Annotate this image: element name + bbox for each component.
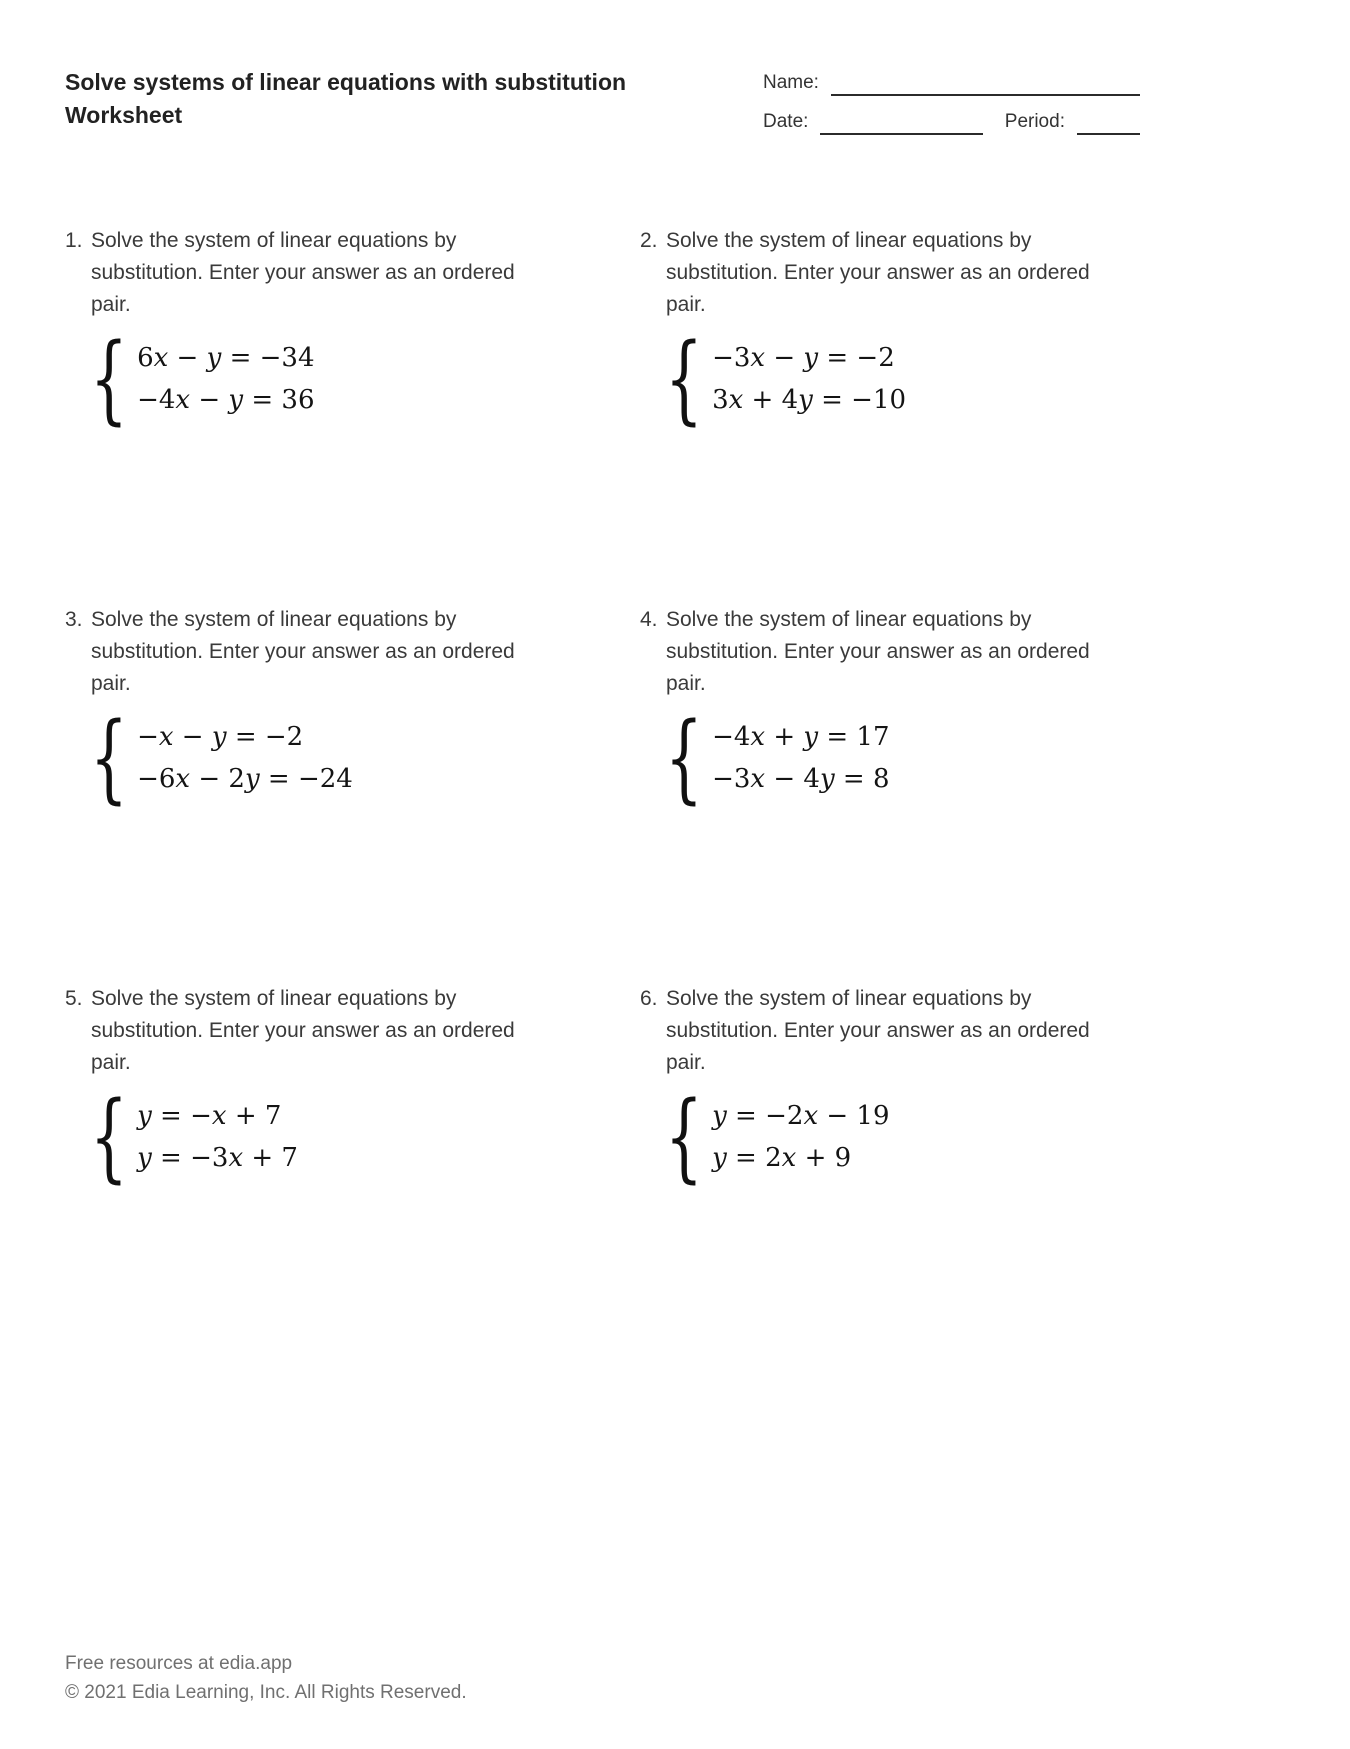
left-brace-icon: { bbox=[90, 1081, 128, 1193]
period-blank-line bbox=[1077, 121, 1140, 135]
equation-line-1: y = −2x − 19 bbox=[712, 1101, 890, 1131]
problem-6 bbox=[640, 983, 1140, 1362]
page-footer bbox=[65, 1649, 467, 1707]
problem-3 bbox=[65, 604, 555, 983]
equation-line-1: 6x − y = −34 bbox=[137, 343, 315, 373]
problem-number: 4. bbox=[640, 608, 658, 631]
name-blank-line bbox=[831, 82, 1140, 96]
equation-line-1: −4x + y = 17 bbox=[712, 722, 890, 752]
problem-number: 2. bbox=[640, 229, 658, 252]
problem-prompt: Solve the system of linear equations by substitution. Enter your answer as an ordered pair. bbox=[666, 608, 1090, 695]
equation-system-4 bbox=[665, 702, 1140, 814]
problem-number: 3. bbox=[65, 608, 83, 631]
footer-copyright: © 2021 Edia Learning, Inc. All Rights Reserved. bbox=[65, 1682, 467, 1703]
problem-number: 1. bbox=[65, 229, 83, 252]
problem-4-prompt-row bbox=[640, 604, 1140, 700]
page-title-line-1: Solve systems of linear equations with substitution bbox=[65, 69, 627, 95]
problem-3-prompt-row bbox=[65, 604, 555, 700]
problem-prompt: Solve the system of linear equations by substitution. Enter your answer as an ordered pair. bbox=[666, 987, 1090, 1074]
date-blank-line bbox=[820, 121, 982, 135]
problem-prompt: Solve the system of linear equations by substitution. Enter your answer as an ordered pair. bbox=[91, 987, 515, 1074]
name-label: Name: bbox=[763, 72, 819, 93]
problem-6-prompt-row bbox=[640, 983, 1140, 1079]
problem-1 bbox=[65, 225, 555, 604]
left-brace-icon: { bbox=[90, 702, 128, 814]
equation-system-2 bbox=[665, 323, 1140, 435]
equation-line-1: y = −x + 7 bbox=[137, 1101, 282, 1131]
equation-line-2: 3x + 4y = −10 bbox=[712, 385, 907, 415]
left-brace-icon: { bbox=[665, 323, 703, 435]
equation-line-2: −3x − 4y = 8 bbox=[712, 764, 890, 794]
page-title-line-2: Worksheet bbox=[65, 102, 183, 128]
problem-5 bbox=[65, 983, 555, 1362]
equation-system-6 bbox=[665, 1081, 1140, 1193]
equation-system-1 bbox=[90, 323, 555, 435]
period-label: Period: bbox=[1004, 111, 1065, 132]
equation-line-2: y = 2x + 9 bbox=[712, 1143, 852, 1173]
problem-prompt: Solve the system of linear equations by substitution. Enter your answer as an ordered pair. bbox=[91, 229, 515, 316]
problem-5-prompt-row bbox=[65, 983, 555, 1079]
equation-line-2: y = −3x + 7 bbox=[137, 1143, 298, 1173]
left-brace-icon: { bbox=[90, 323, 128, 435]
equation-line-2: −4x − y = 36 bbox=[137, 385, 315, 415]
problem-4 bbox=[640, 604, 1140, 983]
left-brace-icon: { bbox=[665, 1081, 703, 1193]
page-title bbox=[65, 66, 626, 132]
equation-system-3 bbox=[90, 702, 555, 814]
student-info-block bbox=[763, 72, 1140, 150]
name-row bbox=[763, 72, 1140, 96]
problem-number: 6. bbox=[640, 987, 658, 1010]
problem-prompt: Solve the system of linear equations by substitution. Enter your answer as an ordered pair. bbox=[91, 608, 515, 695]
problem-number: 5. bbox=[65, 987, 83, 1010]
equation-line-1: −x − y = −2 bbox=[137, 722, 304, 752]
problem-prompt: Solve the system of linear equations by substitution. Enter your answer as an ordered pair. bbox=[666, 229, 1090, 316]
equation-line-2: −6x − 2y = −24 bbox=[137, 764, 353, 794]
equation-line-1: −3x − y = −2 bbox=[712, 343, 895, 373]
left-brace-icon: { bbox=[665, 702, 703, 814]
date-label: Date: bbox=[763, 111, 809, 132]
equation-system-5 bbox=[90, 1081, 555, 1193]
problems-grid bbox=[65, 225, 1140, 1362]
problem-2 bbox=[640, 225, 1140, 604]
problem-1-prompt-row bbox=[65, 225, 555, 321]
footer-resources-note: Free resources at edia.app bbox=[65, 1653, 293, 1674]
date-period-row bbox=[763, 111, 1140, 135]
problem-2-prompt-row bbox=[640, 225, 1140, 321]
